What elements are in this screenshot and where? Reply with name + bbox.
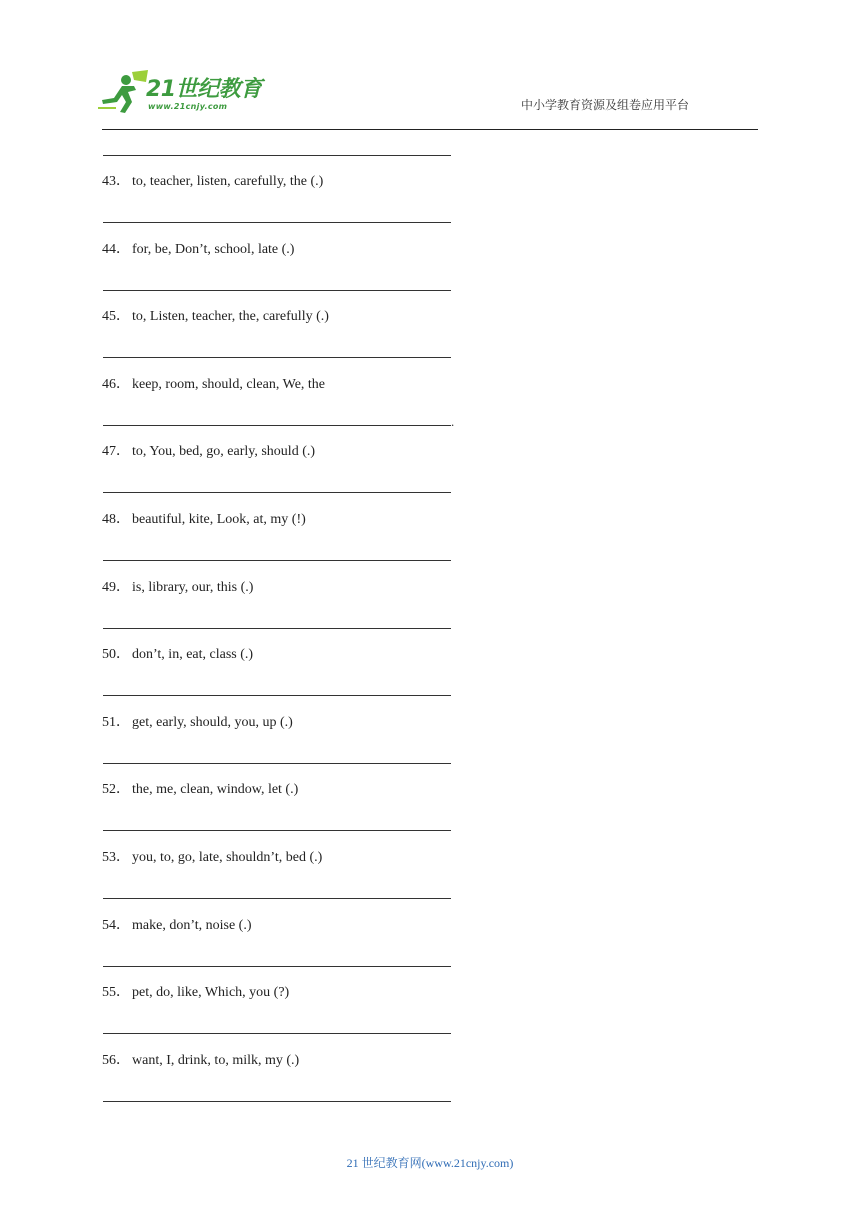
question-text: for, be, Don’t, school, late (.) — [132, 242, 295, 257]
question-number: 54． — [102, 918, 130, 933]
answer-line — [103, 966, 451, 967]
logo-url: www.21cnjy.com — [148, 102, 228, 111]
question-number: 47． — [102, 444, 130, 459]
question-number: 55． — [102, 985, 130, 1000]
question-43 — [102, 173, 323, 191]
question-54 — [102, 917, 252, 935]
question-text: pet, do, like, Which, you (?) — [132, 985, 290, 1000]
question-text: make, don’t, noise (.) — [132, 918, 252, 933]
question-text: to, You, bed, go, early, should (.) — [132, 444, 316, 459]
question-text: want, I, drink, to, milk, my (.) — [132, 1053, 300, 1068]
answer-line — [103, 898, 451, 899]
question-text: is, library, our, this (.) — [132, 580, 254, 595]
question-text: don’t, in, eat, class (.) — [132, 647, 254, 662]
question-number: 45． — [102, 309, 130, 324]
question-text: the, me, clean, window, let (.) — [132, 782, 299, 797]
answer-line — [103, 222, 451, 223]
question-44 — [102, 241, 294, 259]
site-logo[interactable] — [96, 68, 266, 116]
answer-end-period: . — [451, 414, 455, 429]
question-text: get, early, should, you, up (.) — [132, 715, 293, 730]
question-number: 49． — [102, 580, 130, 595]
answer-line — [103, 492, 451, 493]
question-number: 52． — [102, 782, 130, 797]
logo-text: 21世纪教育 — [146, 77, 262, 102]
question-number: 53． — [102, 850, 130, 865]
question-text: you, to, go, late, shouldn’t, bed (.) — [132, 850, 323, 865]
question-number: 50． — [102, 647, 130, 662]
answer-line — [103, 763, 451, 764]
question-number: 56． — [102, 1053, 130, 1068]
question-53 — [102, 849, 322, 867]
page-footer[interactable]: 21 世纪教育网(www.21cnjy.com) — [346, 1156, 514, 1170]
answer-line — [103, 425, 451, 426]
question-45 — [102, 308, 329, 326]
question-number: 46． — [102, 377, 130, 392]
answer-line — [103, 695, 451, 696]
question-48 — [102, 511, 306, 529]
question-number: 44． — [102, 242, 130, 257]
question-text: beautiful, kite, Look, at, my (!) — [132, 512, 306, 527]
question-number: 51． — [102, 715, 130, 730]
answer-line — [103, 628, 451, 629]
question-number: 43． — [102, 174, 130, 189]
question-49 — [102, 579, 253, 597]
answer-line — [103, 560, 451, 561]
question-56 — [102, 1052, 299, 1070]
question-55 — [102, 984, 289, 1002]
running-man-icon — [96, 68, 150, 114]
question-text: keep, room, should, clean, We, the — [132, 377, 326, 392]
question-text: to, Listen, teacher, the, carefully (.) — [132, 309, 329, 324]
page-header — [0, 0, 860, 132]
question-51 — [102, 714, 293, 732]
answer-line — [103, 155, 451, 156]
answer-line — [103, 1101, 451, 1102]
answer-line — [103, 357, 451, 358]
answer-line — [103, 830, 451, 831]
question-46 — [102, 376, 325, 394]
question-47 — [102, 443, 315, 461]
question-52 — [102, 781, 298, 799]
question-text: to, teacher, listen, carefully, the (.) — [132, 174, 324, 189]
platform-title: 中小学教育资源及组卷应用平台 — [521, 98, 690, 112]
question-number: 48． — [102, 512, 130, 527]
answer-line — [103, 290, 451, 291]
answer-line — [103, 1033, 451, 1034]
header-divider — [102, 129, 758, 130]
question-50 — [102, 646, 253, 664]
